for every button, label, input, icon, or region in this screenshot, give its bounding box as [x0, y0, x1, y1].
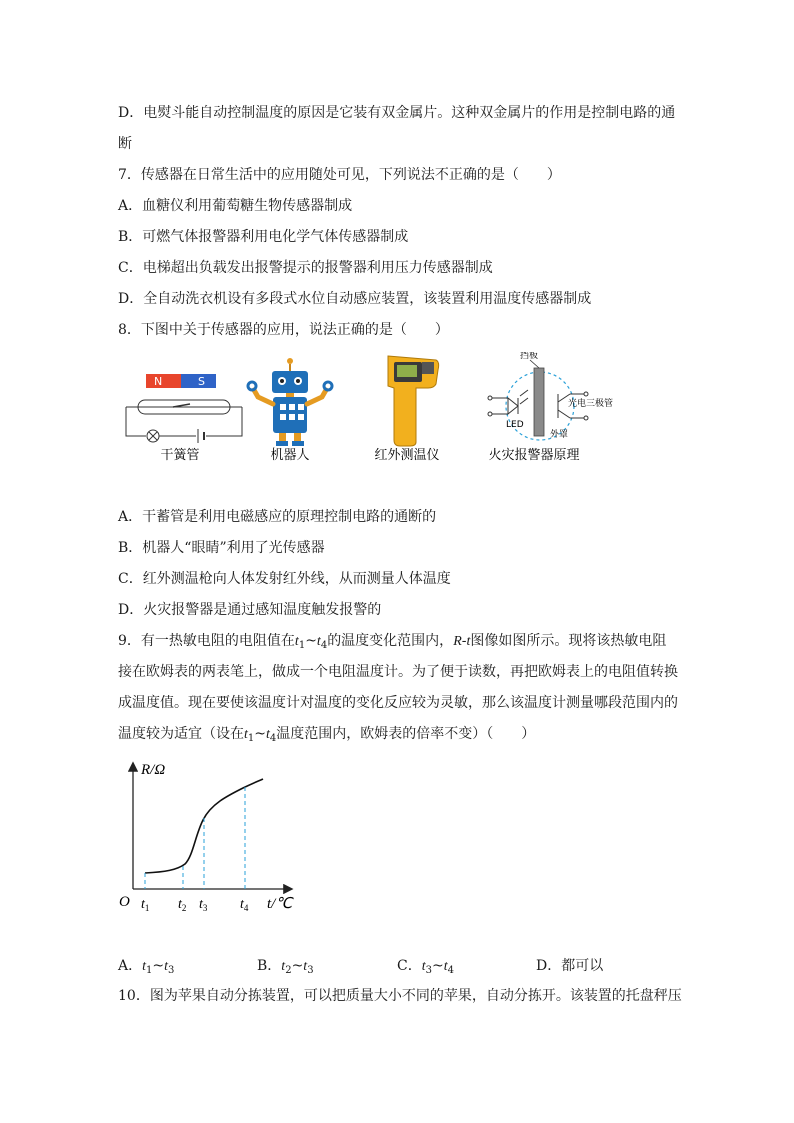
- q7-stem: 7．传感器在日常生活中的应用随处可见，下列说法不正确的是（ ）: [118, 167, 561, 183]
- q9-rt-graph: [115, 756, 315, 916]
- tick-t1: $t_1$: [141, 897, 150, 913]
- q9-stem-line1: 9．有一热敏电阻的电阻值在$t_1\sim t_4$的温度变化范围内，R-t图像如图所示。现将该热敏电阻: [118, 633, 667, 651]
- q9-option-c: C．$t_3\sim t_4$: [397, 958, 454, 976]
- q9-stem-line2: 接在欧姆表的两表笔上，做成一个电阻温度计。为了便于读数，再把欧姆表上的电阻值转换: [118, 664, 678, 680]
- q8-option-a: A．干蓄管是利用电磁感应的原理控制电路的通断的: [118, 509, 437, 525]
- q8-figure: [118, 352, 638, 467]
- caption-ir-thermometer: 红外测温仪: [374, 448, 440, 463]
- fire-alarm-diagram: [488, 352, 613, 463]
- q7-option-b: B．可燃气体报警器利用电化学气体传感器制成: [118, 229, 409, 245]
- label-phototransistor: 光电三极管: [568, 399, 614, 409]
- q10-stem: 10．图为苹果自动分拣装置，可以把质量大小不同的苹果，自动分拣开。该装置的托盘秤压: [118, 988, 682, 1004]
- q9-option-b: B．$t_2\sim t_3$: [257, 958, 314, 976]
- caption-fire-alarm: 火灾报警器原理: [488, 448, 580, 463]
- q6-option-d-cont: 断: [118, 136, 132, 152]
- magnet-n-label: N: [154, 375, 163, 388]
- tick-t3: $t_3$: [199, 897, 208, 913]
- q8-option-d: D．火灾报警器是通过感知温度触发报警的: [118, 602, 382, 618]
- tick-t2: $t_2$: [178, 897, 187, 913]
- tick-t4: $t_4$: [240, 897, 249, 913]
- q8-stem: 8．下图中关于传感器的应用，说法正确的是（ ）: [118, 322, 449, 338]
- q9-option-a: A．$t_1\sim t_3$: [118, 958, 175, 976]
- q9-stem-line3: 成温度值。现在要使该温度计对温度的变化反应较为灵敏，那么该温度计测量哪段范围内的: [118, 695, 678, 711]
- q8-option-c: C．红外测温枪向人体发射红外线，从而测量人体温度: [118, 571, 451, 587]
- y-axis-label: R/Ω: [141, 762, 166, 778]
- q9-option-d: D．都可以: [536, 958, 604, 974]
- infrared-thermometer-image: [374, 356, 439, 463]
- magnet-north: [146, 374, 181, 388]
- q7-option-d: D．全自动洗衣机设有多段式水位自动感应装置，该装置利用温度传感器制成: [118, 291, 592, 307]
- q6-option-d: D．电熨斗能自动控制温度的原因是它装有双金属片。这种双金属片的作用是控制电路的通: [118, 105, 676, 121]
- label-cover: 外罩: [550, 430, 569, 440]
- x-axis-label: t/℃: [267, 896, 293, 912]
- magnet-s-label: S: [198, 375, 205, 388]
- q8-option-b: B．机器人“眼睛”利用了光传感器: [118, 540, 325, 556]
- q7-option-c: C．电梯超出负载发出报警提示的报警器利用压力传感器制成: [118, 260, 493, 276]
- q7-option-a: A．血糖仪利用葡萄糖生物传感器制成: [118, 198, 353, 214]
- caption-reed-switch: 干簧管: [160, 448, 200, 463]
- label-led: LED: [506, 420, 524, 430]
- q9-stem-line4: 温度较为适宜（设在$t_1\sim t_4$温度范围内，欧姆表的倍率不变）（ ）: [118, 726, 536, 744]
- robot-image: [248, 358, 332, 463]
- caption-robot: 机器人: [270, 448, 310, 463]
- origin-label: O: [119, 894, 130, 910]
- label-baffle: 挡板: [520, 352, 539, 361]
- reed-switch-diagram: [126, 374, 242, 463]
